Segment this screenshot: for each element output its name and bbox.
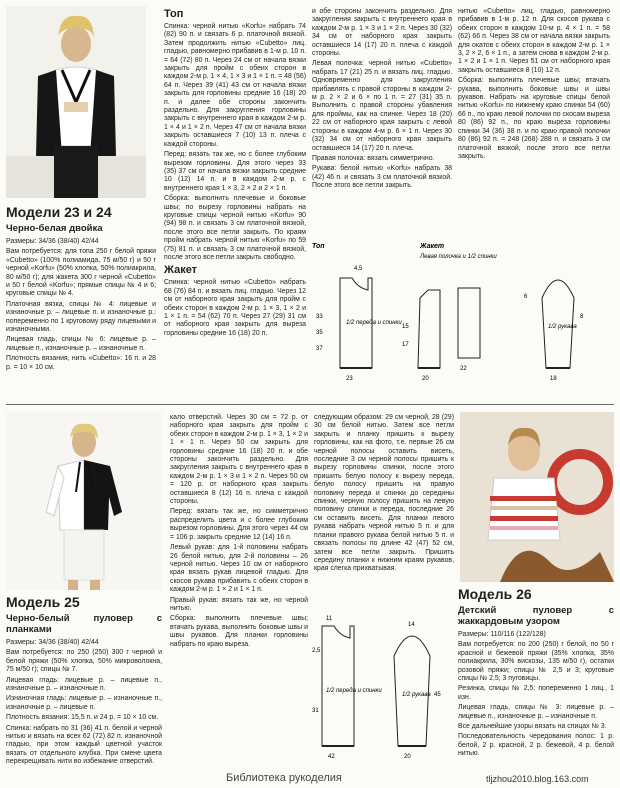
model-26-title: Модель 26: [458, 586, 532, 602]
bottom-dim-3: 42: [328, 754, 335, 760]
model-23-24-subtitle: Черно-белая двойка: [6, 223, 103, 234]
model-26-sizes: Размеры: 110/116 (122/128): [458, 631, 546, 638]
bottom-dim-2: 31: [312, 708, 319, 714]
model-25-stockinette: Лицевая гладь: лицевые р. – лицевые п., изнаночные р. – изнаночные п.: [6, 676, 162, 693]
sleeves-text: Рукава: белой нитью «Korfu» набрать 38 (42) 46 п. и связать 3 см платочной вязкой. После этого все петли закрыть.: [312, 165, 452, 190]
diagram-dim-8: 22: [460, 366, 467, 372]
model-25-tension: Плотность вязания: 15,5 п. и 24 р. = 10 × 10 см.: [6, 714, 159, 722]
stockinette-text: Лицевая гладь, спицы № 6: лицевые р. – лицевые п., изнаночные р. – изнаночные п.: [6, 336, 156, 352]
model-25-band-column: [314, 414, 454, 590]
model-25-front: Перед: вязать так же, но симметрично распределить цвета и с более глубоким вырезом горловины. Для этого через 44 см = 106 р. закрыть средние 12 (14) 16 п.: [170, 508, 308, 541]
jacket-continued-text: и обе стороны закончить раздельно. Для закругления закрыть с внутреннего края в каждом 2-м р. 1 × 3 и 1 × 2 п. Через 30 (32) 34 см от наборного края закрыть оставшиеся 14 (17) 20 п. плеча с каждой стороны.: [312, 8, 452, 58]
bottom-dim-5: 45: [434, 692, 441, 698]
top-instructions-column: [164, 8, 306, 337]
bottom-dim-4: 14: [408, 622, 415, 628]
diagram-dim-6: 17: [402, 342, 409, 348]
top-front-text: Перед: вязать так же, но с более глубоким вырезом горловины. Для этого через 33 (35) 37 см от начала вязки закрыть средние 10 (12) 14 п. и в каждом 2-м р. с внутреннего края 1 × 3, 2 × 2 и 2 × 1 п.: [164, 151, 306, 192]
top-heading: Топ: [164, 8, 184, 20]
diagram-dim-1: 35: [316, 330, 323, 336]
schematic-diagrams-bottom: [312, 596, 454, 768]
jacket-heading: Жакет: [164, 264, 198, 277]
model-26-subtitle: Детский пуловер с жаккардовым узором: [458, 605, 614, 627]
model-25-right-sleeve: Правый рукав: вязать так же, но черной нитью.: [170, 596, 308, 612]
diagram-dim-4: 4,5: [354, 266, 363, 272]
schematic-diagrams-top: [310, 238, 616, 390]
top-back-text: Спинка: черной нитью «Korfu» набрать 74 (82) 90 п. и связать 6 р. платочной вязкой. Затем продолжить нитью «Cubetto» лиц. гладью, равномерно прибавив в 1-м р. 10 п. = 64 (72) 80 п. Через 24 см от начала вязки закрыть для пройм с обеих сторон в каждом 2-м р. 1 × 4, 1 × 3 и 1 × 1 п. = 48 (56) 64 п. Через 39 (41) 43 см от начала вязки закрыть для горловины средние 16 (18) 20 п. и далее обе стороны закончить раздельно. Для закругления горловины закрыть с внутреннего края в каждом 2-м р. 1 × 4 и 1 × 2 п. Через 47 см от начала вязки закрыть оставшиеся 7 (10) 13 п. плеча с каждой стороны.: [164, 23, 306, 148]
model-26-further: Все дальнейшие узоры вязать на спицах № 3.: [458, 723, 607, 731]
diagram-label-shelf: Левая полочка и 1/2 спинки: [420, 254, 497, 260]
left-front-text: Левая полочка: черной нитью «Cubetto» набрать 17 (21) 25 п. и вязать лиц. гладью. Одновременно для закругления прибавлять с правой стороны в каждом 2-м р. 2 × 2 и 6 × по 1 п. = 27 (31) 35 п. Выполнить с правой стороны убавления для проймы, как на спинке. Через 18 (20) 22 см от наборного края закрыть с левой стороны в каждом 4-м р. 6 × 1 п. Через 30 (32) 34 см от наборного края закрыть оставшиеся 14 (17) 20 п. плеча.: [312, 60, 452, 152]
model-25-back-continued: кало отверстий. Через 30 см = 72 р. от наборного края закрыть для пройм с обеих сторон в каждом 2-м р. 1 × 3, 1 × 2 и 1 × 1 п. Через 50 см закрыть для горловины средние 16 (18) 20 п. и обе стороны закончить раздельно. Для закругления закрыть с внутреннего края в каждом 2-м р. 1 × 3 и 1 × 2 п. Через 50 см = 120 р. от наборного края закрыть оставшиеся 8 (12) 16 п. плеча с каждой стороны.: [170, 414, 308, 506]
diagram-dim-10: 18: [550, 376, 557, 382]
model-26-materials: Вам потребуется: по 200 (250) г белой, по 50 г красной и бежевой пряжи (35% хлопка, 35% полиакрила, 30% вискозы, 135 м/50 г), остатки розовой пряжи; спицы № 2,5 и 3; круговые спицы № 2,5; 3 пуговицы.: [458, 641, 614, 683]
jacket-sleeve-column: [458, 8, 610, 230]
diagram-dim-9: 8: [580, 314, 584, 320]
right-front-text: Правая полочка: вязать симметрично.: [312, 154, 435, 162]
watermark-text: Библиотека рукоделия: [226, 772, 342, 784]
sleeve-continued-text: нитью «Cubetto» лиц. гладью, равномерно прибавив в 1-м р. 12 п. Для скосов рукава с обеих сторон в каждом 10-м р. 4 × 1 п. = 58 (62) 66 п. Через 38 см от начала вязки закрыть для окатов с обеих сторон в каждом 2-м р. 1 × 3, 2 × 2, 6 × 1 п., а затем снова в каждом 2-м р. 1 × 2 и 1 × 1 п. Через 51 см от наборного края закрыть оставшиеся 8 (10) 12 п.: [458, 8, 610, 74]
materials-text: Вам потребуется: для топа 250 г белой пряжи «Cubetto» (100% полиамида, 75 м/50 г) и 50 г черной «Korfu» (50% хлопка, 50% полиакрила, 80 м/50 г); для жакета 300 г черной «Cubetto» и 50 г белой «Korfu»; прямые спицы № 4 и 6; круговые спицы № 4.: [6, 248, 156, 298]
model-25-assembly: Сборка: выполнить плечевые швы; втачать рукава, выполнить боковые швы и швы рукавов. Для планки горловины набрать по краю выреза.: [170, 615, 308, 648]
model-26-column: [458, 586, 614, 772]
model-26-rib: Резинка, спицы № 2,5: попеременно 1 лиц., 1 изн.: [458, 685, 614, 701]
diagram-dim-7: 20: [422, 376, 429, 382]
diagram-dim-3: 23: [346, 376, 353, 382]
ribbing-text: Платочная вязка, спицы № 4: лицевые и изнаночные р. – лицевые п. и изнаночные р.: попеременно по 1 круговому ряду лицевыми и изнаночными.: [6, 300, 156, 334]
bottom-dim-1: 11: [326, 616, 333, 622]
sizes-text: Размеры: 34/36 (38/40) 42/44: [6, 238, 99, 245]
model-25-subtitle: Черно-белый пуловер с планками: [6, 613, 162, 635]
diagram-dim-0: 33: [316, 314, 323, 320]
jacket-back-text: Спинка: черной нитью «Cubetto» набрать 68 (76) 84 п. и вязать лиц. гладью. Через 12 см от наборного края закрыть для пройм с обеих сторон в каждом 2-м р. 1 × 3, 1 × 2 и 1 × 1 п. = 54 (62) 70 п. Через 27 (29) 31 см от наборного края закрыть для выреза горловины средние 16 (18) 20 п.: [164, 279, 306, 337]
source-text: tljzhou2010.blog.163.com: [486, 774, 589, 784]
bottom-dim-6: 20: [404, 754, 411, 760]
diagram-piece-label-b: 1/2 рукава: [548, 324, 577, 330]
tension-text: Плотность вязания, нить «Cubetto»: 16 п. и 28 р. = 10 × 10 см.: [6, 355, 156, 371]
photo-model-26: [460, 412, 614, 582]
diagram-label-top: Топ: [312, 243, 325, 250]
model-25-title: Модель 25: [6, 594, 80, 610]
model-25-column: [6, 594, 162, 770]
model-25-materials: Вам потребуется: по 250 (250) 300 г черной и белой пряжи (50% хлопка, 50% микроволокна, 75 м/50 г); спицы № 7.: [6, 649, 162, 674]
diagram-dim-11: 6: [524, 294, 528, 300]
jacket-assembly-text: Сборка: выполнить плечевые швы; втачать рукава, выполнить боковые швы и швы рукавов. Набрать на круговые спицы белой нитью «Korfu» по нижнему краю спинки 54 (60) 66 п., по краю левой полочки по скосам выреза 80 (86) 92 п., по краю выреза горловины спинки 34 (36) 38 п. и по краю правой полочки 80 (86) 92 п. = 248 (268) 288 п. и связать 3 см платочной вязкой, после этого все петли закрыть.: [458, 77, 610, 160]
diagram-piece-label-a: 1/2 переда и спинки: [346, 320, 402, 326]
model-26-stockinette: Лицевая гладь, спицы № 3: лицевые р. – лицевые п., изнаночные р. – изнаночные п.: [458, 704, 614, 720]
top-assembly-text: Сборка: выполнить плечевые и боковые швы; по вырезу горловины набрать на круговые спицы черной нитью «Korfu» 90 (94) 98 п. и связать 3 см платочной вязкой, после этого все петли закрыть. По краям пройм набрать черной нитью «Korfu» по 59 (75) 81 п. и связать 3 см платочной вязкой, после этого все петли закрыть свободно.: [164, 195, 306, 261]
photo-model-25: [6, 412, 162, 590]
model-26-sequence: Последовательность чередования полос: 1 р. белой, 2 р. красной, 2 р. бежевой, 4 р. белой нитью.: [458, 733, 614, 758]
model-25-sizes: Размеры: 34/36 (38/40) 42/44: [6, 639, 99, 646]
bottom-dim-0: 2,5: [312, 648, 321, 654]
section-separator: [6, 404, 614, 405]
model-25-band-text: следующим образом: 29 см черной, 28 (29) 30 см белой нитью. Затем все петли закрыть и планку пришить к вырезу горловины, как на фото, т.е. первые 26 см черной полосы оставить висеть, последние 3 см черной полосы пришить к вырезу горловины спинки, после этого пришить белую полосу к вырезу переда, белую полосу пришить на правую половину переда и спинки до середины спинки, черную полосу пришить на левую половину спинки и переда, последние 26 см оставить висеть. Для планки левого рукава набрать черной нитью 5 п. и для планки правого рукава белой нитью 5 п. и связать полосы по длине 42 (47) 52 см, затем все петли закрыть. Пришить середину планки к нижним краям рукавов, края слегка прихватывая.: [314, 414, 454, 573]
bottom-piece-label-a: 1/2 переда и спинки: [326, 688, 382, 694]
model-23-24-column: [6, 204, 156, 400]
bottom-piece-label-b: 1/2 рукава: [402, 692, 431, 698]
diagram-dim-2: 37: [316, 346, 323, 352]
photo-model-23-24: [6, 6, 146, 198]
diagram-label-jacket: Жакет: [420, 243, 445, 250]
model-25-purl: Изнаночная гладь: лицевые р. – изнаночные п., изнаночные р. – лицевые п.: [6, 695, 162, 711]
diagram-dim-5: 15: [402, 324, 409, 330]
jacket-instructions-column: [312, 8, 452, 230]
model-23-24-title: Модели 23 и 24: [6, 204, 112, 220]
model-25-left-sleeve: Левый рукав: для 1-й половины набрать 26 белой нитью, для 2-й половины – 26 черной нитью. Через 10 см от наборного края вязать рукав лицевой гладью. Для скосов рукава прибавить с обеих сторон в каждом 2-м р. 1 × 2 и 1 × 1 п.: [170, 544, 308, 594]
model-25-back: Спинка: набрать по 31 (36) 41 п. белой и черной нитью и вязать на всех 62 (72) 82 п. изнаночной гладью, при этом каждый цветной участок вязать от отдельного клубка. При смене цвета перекрещивать нити во избежание отверстий.: [6, 724, 162, 766]
model-25-instructions-column: [170, 414, 308, 770]
